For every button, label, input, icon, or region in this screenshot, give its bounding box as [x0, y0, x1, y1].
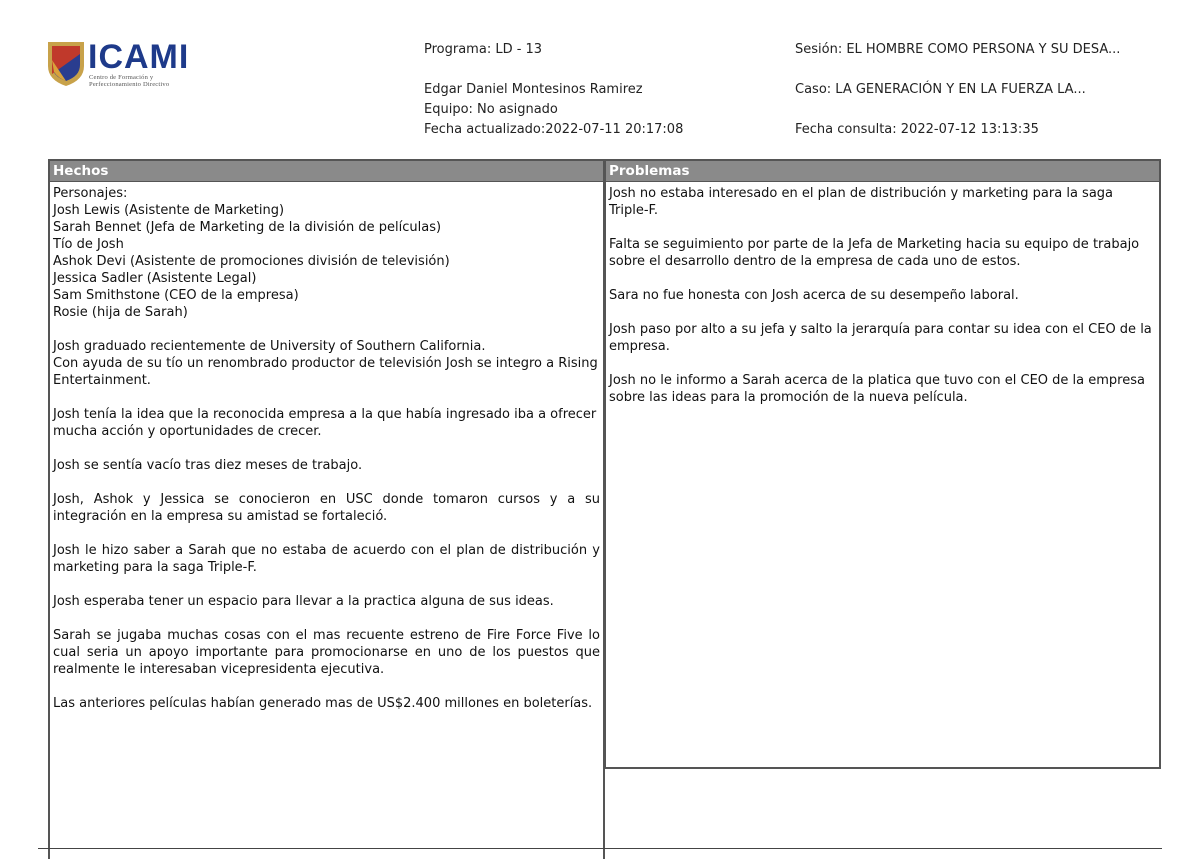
problemas-item: Falta se seguimiento por parte de la Jefa de Marketing hacia su equipo de trabajo sobre el desarrollo dentro de la empresa de cada uno de estos.: [609, 237, 1140, 269]
logo-wordmark: ICAMI: [88, 38, 190, 76]
hechos-item: Josh esperaba tener un espacio para llevar a la practica alguna de sus ideas.: [53, 594, 554, 609]
problemas-item: Sara no fue honesta con Josh acerca de su desempeño laboral.: [609, 288, 1019, 303]
problemas-item: Josh no estaba interesado en el plan de distribución y marketing para la saga Triple-F.: [609, 186, 1114, 218]
participante-name: Edgar Daniel Montesinos Ramirez: [424, 82, 643, 97]
hechos-item: Josh, Ashok y Jessica se conocieron en USC donde tomaron cursos y a su integración en la empresa su amistad se fortaleció.: [53, 492, 600, 524]
hechos-item: Sarah se jugaba muchas cosas con el mas recuente estreno de Fire Force Five lo cual seria un apoyo importante para promocionarse en uno de los puestos que realmente le interesaban vicepresidenta ejecutiva.: [53, 628, 600, 677]
logo-subtitle-line1: Centro de Formación y: [89, 74, 154, 81]
hechos-item: Josh se sentía vacío tras diez meses de trabajo.: [53, 458, 363, 473]
hechos-item: Personajes: Josh Lewis (Asistente de Marketing) Sarah Bennet (Jefa de Marketing de la división de películas) Tío de Josh Ashok Devi (Asistente de promociones división de televisión) Jessica Sadler (Asistente Legal) Sam Smithstone (CEO de la empresa) Rosie (hija de Sarah): [53, 186, 450, 320]
hechos-body: [50, 182, 603, 712]
hechos-item: Josh graduado recientemente de University of Southern California. Con ayuda de su tío un renombrado productor de televisión Josh se integro a Rising Entertainment.: [53, 339, 598, 388]
problemas-body: [606, 182, 1159, 406]
hechos-item: Josh tenía la idea que la reconocida empresa a la que había ingresado iba a ofrecer mucha acción y oportunidades de crecer.: [53, 407, 597, 439]
fecha-actualizado: Fecha actualizado:2022-07-11 20:17:08: [424, 122, 684, 137]
icami-logo: [46, 40, 206, 92]
hechos-panel: [48, 159, 605, 859]
programa-label: Programa: LD - 13: [424, 42, 543, 57]
problemas-panel: [604, 159, 1161, 769]
hechos-item: Josh le hizo saber a Sarah que no estaba de acuerdo con el plan de distribución y marketing para la saga Triple-F.: [53, 543, 600, 575]
fecha-consulta: Fecha consulta: 2022-07-12 13:13:35: [795, 122, 1039, 137]
equipo-label: Equipo: No asignado: [424, 102, 558, 117]
logo-subtitle-line2: Perfeccionamiento Directivo: [89, 81, 170, 88]
problemas-item: Josh no le informo a Sarah acerca de la platica que tuvo con el CEO de la empresa sobre las ideas para la promoción de la nueva película.: [609, 373, 1145, 405]
sesion-label: Sesión: EL HOMBRE COMO PERSONA Y SU DESA...: [795, 42, 1121, 57]
problemas-item: Josh paso por alto a su jefa y salto la jerarquía para contar su idea con el CEO de la empresa.: [609, 322, 1152, 354]
hechos-item: Las anteriores películas habían generado mas de US$2.400 millones en boleterías.: [53, 696, 593, 711]
hechos-header: Hechos: [50, 161, 603, 182]
problemas-header: Problemas: [606, 161, 1159, 182]
caso-label: Caso: LA GENERACIÓN Y EN LA FUERZA LA...: [795, 82, 1086, 97]
shield-emblem-icon: [46, 40, 86, 88]
